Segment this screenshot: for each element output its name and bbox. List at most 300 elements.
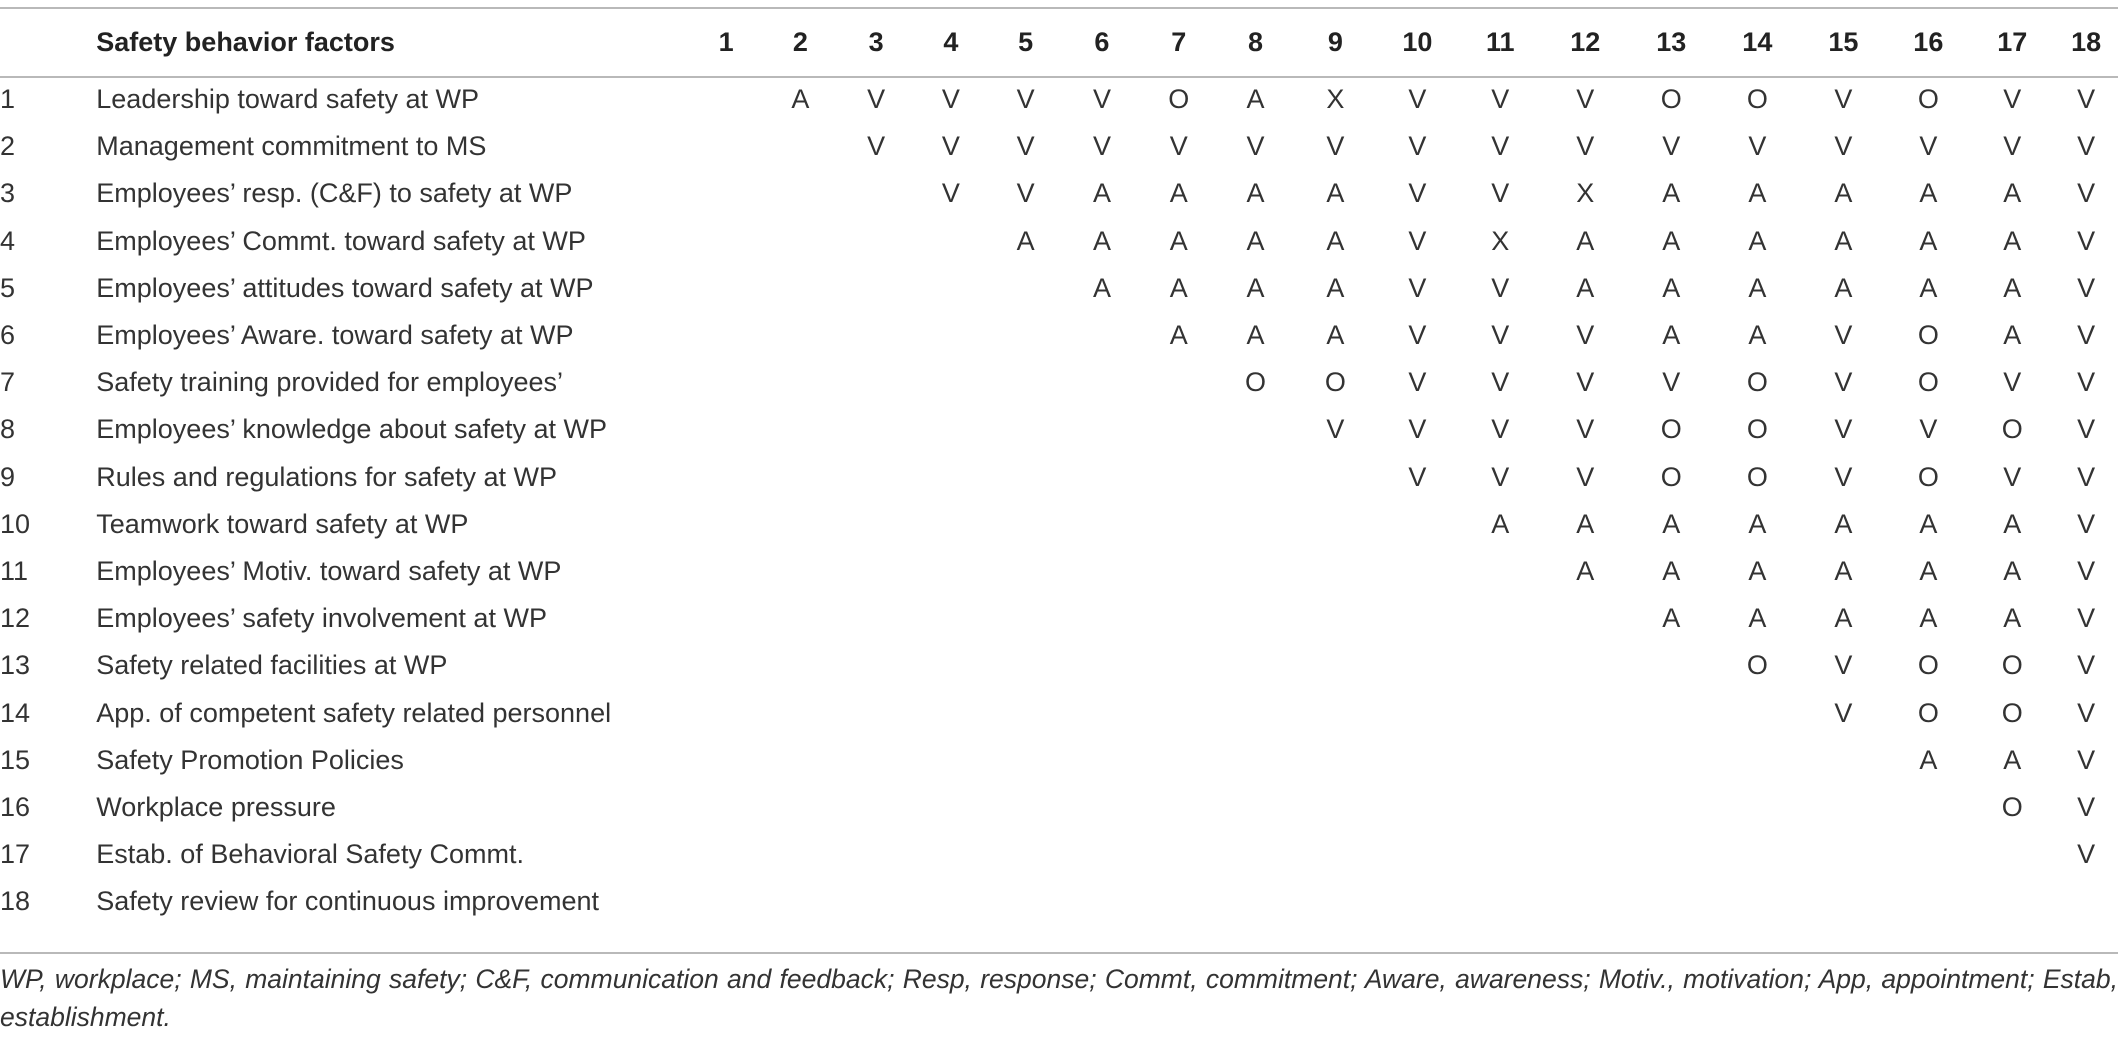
matrix-cell (839, 406, 914, 453)
matrix-cell (1141, 831, 1217, 878)
matrix-cell (988, 359, 1063, 406)
matrix-cell (1294, 878, 1376, 925)
matrix-cell (1063, 642, 1141, 689)
matrix-cell: V (1491, 320, 1510, 351)
matrix-cell: O (1917, 697, 1939, 728)
row-index: 15 (0, 744, 31, 775)
row-index: 1 (0, 84, 16, 115)
matrix-cell (839, 737, 914, 784)
table-row (0, 501, 2118, 548)
matrix-cell: V (1834, 414, 1853, 445)
matrix-cell (1141, 642, 1217, 689)
matrix-cell: V (1491, 461, 1510, 492)
matrix-cell: A (1326, 178, 1345, 209)
matrix-cell (1542, 595, 1628, 642)
table-row (0, 218, 2118, 265)
matrix-cell (1294, 454, 1376, 501)
matrix-cell: V (1491, 414, 1510, 445)
row-factor-name: Employees’ knowledge about safety at WP (96, 414, 608, 445)
matrix-cell (1714, 878, 1800, 925)
row-factor-name: Safety review for continuous improvement (96, 886, 599, 917)
matrix-cell (839, 548, 914, 595)
matrix-cell: A (1246, 84, 1265, 115)
matrix-cell: V (1408, 414, 1427, 445)
matrix-cell: O (1917, 461, 1939, 492)
row-index: 12 (0, 603, 31, 634)
matrix-cell (839, 454, 914, 501)
matrix-cell: V (1919, 414, 1938, 445)
row-factor-name: Safety Promotion Policies (96, 744, 404, 775)
matrix-cell: A (2003, 744, 2022, 775)
matrix-cell: A (1834, 178, 1853, 209)
matrix-cell (762, 170, 839, 217)
matrix-cell: V (2077, 744, 2096, 775)
matrix-cell: O (2001, 697, 2023, 728)
matrix-cell (762, 501, 839, 548)
table-row (0, 831, 2118, 878)
table-row (0, 878, 2118, 925)
matrix-cell: V (2077, 320, 2096, 351)
matrix-cell (1376, 878, 1458, 925)
matrix-cell (988, 501, 1063, 548)
column-header: 18 (2071, 27, 2102, 57)
matrix-cell (1458, 878, 1542, 925)
matrix-cell (1376, 642, 1458, 689)
matrix-cell (1970, 831, 2054, 878)
matrix-cell: O (2001, 791, 2023, 822)
matrix-cell (690, 454, 762, 501)
row-factor-name: Rules and regulations for safety at WP (96, 461, 557, 492)
matrix-cell: V (1408, 225, 1427, 256)
row-factor-name: Management commitment to MS (96, 131, 487, 162)
matrix-cell (762, 312, 839, 359)
matrix-cell (762, 689, 839, 736)
matrix-cell: V (2003, 367, 2022, 398)
matrix-cell (988, 454, 1063, 501)
matrix-cell (1800, 831, 1886, 878)
matrix-cell: V (1748, 131, 1767, 162)
matrix-cell: V (2077, 555, 2096, 586)
matrix-cell (1714, 737, 1800, 784)
matrix-cell: A (2003, 178, 2022, 209)
matrix-cell: O (1746, 414, 1768, 445)
matrix-cell (762, 878, 839, 925)
matrix-cell (988, 642, 1063, 689)
matrix-cell (1217, 831, 1295, 878)
ism-matrix-table (0, 9, 2118, 925)
matrix-cell: A (2003, 603, 2022, 634)
matrix-cell (1063, 689, 1141, 736)
matrix-cell: A (1748, 178, 1767, 209)
table-row (0, 737, 2118, 784)
matrix-cell: V (1326, 414, 1345, 445)
matrix-cell (1063, 406, 1141, 453)
matrix-cell (914, 548, 989, 595)
matrix-cell: X (1326, 84, 1345, 115)
matrix-cell: V (1016, 84, 1035, 115)
matrix-cell (690, 312, 762, 359)
matrix-cell (914, 831, 989, 878)
matrix-cell (762, 831, 839, 878)
matrix-cell (1458, 689, 1542, 736)
matrix-cell (1376, 548, 1458, 595)
matrix-cell: O (2001, 414, 2023, 445)
matrix-cell (1458, 831, 1542, 878)
matrix-cell (1628, 642, 1714, 689)
matrix-cell (1063, 595, 1141, 642)
matrix-cell: A (1748, 225, 1767, 256)
matrix-cell: V (1576, 84, 1595, 115)
matrix-cell (839, 265, 914, 312)
matrix-cell (1063, 831, 1141, 878)
matrix-cell (690, 689, 762, 736)
matrix-cell: V (1408, 461, 1427, 492)
matrix-cell (1063, 737, 1141, 784)
matrix-cell: A (1576, 272, 1595, 303)
column-header: 8 (1248, 27, 1264, 57)
matrix-cell: A (1834, 508, 1853, 539)
matrix-cell (1376, 595, 1458, 642)
column-header: 15 (1828, 27, 1859, 57)
matrix-cell (1376, 737, 1458, 784)
column-header: 3 (868, 27, 884, 57)
matrix-cell (1141, 737, 1217, 784)
matrix-cell: O (1746, 650, 1768, 681)
matrix-cell (839, 642, 914, 689)
matrix-cell (1217, 548, 1295, 595)
matrix-cell: V (2077, 508, 2096, 539)
matrix-cell: A (1016, 225, 1035, 256)
row-factor-name: Employees’ safety involvement at WP (96, 603, 547, 634)
matrix-cell (762, 359, 839, 406)
row-index: 18 (0, 886, 31, 917)
matrix-cell: V (1326, 131, 1345, 162)
matrix-cell (690, 76, 762, 123)
matrix-cell (690, 878, 762, 925)
matrix-cell (1063, 359, 1141, 406)
row-index: 8 (0, 414, 16, 445)
matrix-cell: A (1662, 603, 1681, 634)
matrix-cell (839, 312, 914, 359)
matrix-cell: A (1092, 272, 1111, 303)
matrix-cell: V (1491, 131, 1510, 162)
matrix-cell (1714, 784, 1800, 831)
matrix-cell (690, 218, 762, 265)
matrix-cell: V (1662, 367, 1681, 398)
column-header: 7 (1171, 27, 1187, 57)
matrix-cell (839, 359, 914, 406)
matrix-cell (914, 406, 989, 453)
matrix-cell: V (2003, 461, 2022, 492)
matrix-cell: V (2077, 225, 2096, 256)
matrix-cell (2054, 878, 2118, 925)
matrix-cell: A (1662, 508, 1681, 539)
column-header: 12 (1570, 27, 1601, 57)
matrix-cell: A (1919, 272, 1938, 303)
matrix-cell: O (1917, 320, 1939, 351)
matrix-cell: V (2077, 272, 2096, 303)
matrix-cell: A (1748, 272, 1767, 303)
matrix-cell (1800, 737, 1886, 784)
matrix-cell (914, 595, 989, 642)
row-index: 2 (0, 131, 16, 162)
matrix-cell: V (941, 84, 960, 115)
matrix-cell: A (1326, 225, 1345, 256)
matrix-cell: O (1746, 84, 1768, 115)
header-factor-label: Safety behavior factors (96, 27, 395, 57)
matrix-cell (1063, 454, 1141, 501)
matrix-cell (1217, 784, 1295, 831)
matrix-cell (1294, 689, 1376, 736)
row-factor-name: Safety training provided for employees’ (96, 367, 564, 398)
matrix-cell (914, 312, 989, 359)
column-header: 4 (943, 27, 959, 57)
bottom-rule (0, 952, 2118, 954)
matrix-cell (1458, 642, 1542, 689)
matrix-cell (1294, 501, 1376, 548)
table-row (0, 265, 2118, 312)
matrix-cell (839, 501, 914, 548)
matrix-cell (1063, 878, 1141, 925)
matrix-cell (1141, 689, 1217, 736)
table-row (0, 642, 2118, 689)
row-index: 7 (0, 367, 16, 398)
matrix-cell (1886, 784, 1970, 831)
matrix-cell (762, 406, 839, 453)
matrix-cell (690, 737, 762, 784)
matrix-cell (762, 595, 839, 642)
matrix-cell (1217, 501, 1295, 548)
row-factor-name: Employees’ Commt. toward safety at WP (96, 225, 586, 256)
matrix-cell: V (2077, 84, 2096, 115)
matrix-cell (762, 784, 839, 831)
row-factor-name: Employees’ attitudes toward safety at WP (96, 272, 594, 303)
column-header: 11 (1486, 27, 1515, 57)
matrix-cell (914, 642, 989, 689)
matrix-cell (1628, 878, 1714, 925)
matrix-cell: A (1919, 603, 1938, 634)
matrix-cell (988, 831, 1063, 878)
matrix-cell: V (1662, 131, 1681, 162)
row-factor-name: Estab. of Behavioral Safety Commt. (96, 839, 524, 870)
matrix-cell: A (1169, 320, 1188, 351)
matrix-cell: O (1324, 367, 1346, 398)
matrix-cell: V (2077, 367, 2096, 398)
matrix-cell: A (2003, 320, 2022, 351)
matrix-cell: O (1168, 84, 1190, 115)
column-header: 2 (792, 27, 808, 57)
matrix-cell: V (1092, 84, 1111, 115)
matrix-cell (839, 218, 914, 265)
column-header: 9 (1327, 27, 1343, 57)
matrix-cell: A (1662, 178, 1681, 209)
matrix-cell (914, 878, 989, 925)
matrix-cell (839, 878, 914, 925)
matrix-cell: V (941, 178, 960, 209)
matrix-cell (1217, 454, 1295, 501)
matrix-cell (1294, 595, 1376, 642)
matrix-cell: V (2077, 839, 2096, 870)
matrix-cell: V (2077, 178, 2096, 209)
column-header: 1 (718, 27, 734, 57)
matrix-cell (914, 265, 989, 312)
matrix-cell (1217, 595, 1295, 642)
matrix-cell (690, 595, 762, 642)
matrix-cell (690, 123, 762, 170)
matrix-cell: A (1919, 178, 1938, 209)
matrix-cell (1063, 312, 1141, 359)
matrix-cell (1886, 878, 1970, 925)
matrix-cell (762, 642, 839, 689)
matrix-cell (1063, 548, 1141, 595)
matrix-cell (690, 265, 762, 312)
matrix-cell: V (1576, 367, 1595, 398)
matrix-cell: A (1748, 508, 1767, 539)
matrix-cell (1217, 406, 1295, 453)
matrix-cell: V (2003, 131, 2022, 162)
matrix-cell: A (2003, 272, 2022, 303)
table-row (0, 548, 2118, 595)
row-factor-name: Employees’ Motiv. toward safety at WP (96, 555, 562, 586)
row-index: 5 (0, 272, 16, 303)
table-row (0, 454, 2118, 501)
matrix-cell: V (1491, 272, 1510, 303)
matrix-cell: V (1408, 178, 1427, 209)
matrix-cell (690, 642, 762, 689)
matrix-cell: A (1834, 603, 1853, 634)
matrix-cell (1376, 501, 1458, 548)
matrix-cell (988, 595, 1063, 642)
row-index: 4 (0, 225, 16, 256)
matrix-cell (762, 454, 839, 501)
matrix-cell: O (2001, 650, 2023, 681)
matrix-cell: V (1834, 84, 1853, 115)
header-row (0, 9, 2118, 76)
matrix-cell (1628, 831, 1714, 878)
matrix-cell: O (1746, 367, 1768, 398)
matrix-cell (839, 170, 914, 217)
matrix-cell: A (1246, 225, 1265, 256)
matrix-cell: V (2003, 84, 2022, 115)
matrix-cell (690, 548, 762, 595)
matrix-cell: A (2003, 555, 2022, 586)
matrix-cell: A (2003, 225, 2022, 256)
row-index: 13 (0, 650, 31, 681)
matrix-cell: A (1662, 272, 1681, 303)
matrix-cell: A (1169, 272, 1188, 303)
matrix-cell (914, 218, 989, 265)
matrix-cell (690, 406, 762, 453)
matrix-cell: A (1834, 555, 1853, 586)
row-factor-name: Leadership toward safety at WP (96, 84, 479, 115)
matrix-cell: V (2077, 414, 2096, 445)
matrix-cell: O (1660, 84, 1682, 115)
matrix-cell (1141, 454, 1217, 501)
matrix-cell: A (2003, 508, 2022, 539)
matrix-cell: A (1662, 320, 1681, 351)
row-index: 14 (0, 697, 31, 728)
matrix-cell (914, 359, 989, 406)
matrix-cell: A (1246, 178, 1265, 209)
matrix-cell (914, 784, 989, 831)
matrix-cell: A (1092, 225, 1111, 256)
matrix-cell (914, 689, 989, 736)
matrix-cell (988, 312, 1063, 359)
matrix-cell: V (941, 131, 960, 162)
matrix-cell (1970, 878, 2054, 925)
table-row (0, 689, 2118, 736)
matrix-cell: O (1917, 650, 1939, 681)
matrix-cell (690, 359, 762, 406)
row-index: 3 (0, 178, 16, 209)
matrix-cell: A (1748, 603, 1767, 634)
matrix-cell: V (1408, 131, 1427, 162)
table-row (0, 123, 2118, 170)
matrix-cell: A (1834, 272, 1853, 303)
matrix-cell: A (1919, 508, 1938, 539)
matrix-cell (1063, 784, 1141, 831)
matrix-cell (690, 784, 762, 831)
matrix-cell: V (1834, 697, 1853, 728)
matrix-cell: O (1917, 84, 1939, 115)
matrix-cell (1542, 737, 1628, 784)
matrix-cell (1063, 501, 1141, 548)
matrix-cell: A (1576, 225, 1595, 256)
matrix-cell (1542, 831, 1628, 878)
matrix-cell (1294, 784, 1376, 831)
matrix-cell (1376, 689, 1458, 736)
matrix-cell (1628, 737, 1714, 784)
matrix-cell: V (2077, 461, 2096, 492)
column-header: 14 (1742, 27, 1773, 57)
matrix-cell (988, 406, 1063, 453)
matrix-cell (839, 831, 914, 878)
matrix-cell (1628, 784, 1714, 831)
matrix-cell (1458, 737, 1542, 784)
matrix-cell: A (1246, 320, 1265, 351)
matrix-cell: V (1576, 131, 1595, 162)
table-row (0, 359, 2118, 406)
matrix-cell (839, 689, 914, 736)
matrix-cell (762, 265, 839, 312)
matrix-cell: X (1576, 178, 1595, 209)
matrix-cell (1714, 689, 1800, 736)
matrix-cell (1376, 784, 1458, 831)
row-factor-name: Workplace pressure (96, 791, 336, 822)
matrix-cell (1141, 406, 1217, 453)
table-row (0, 312, 2118, 359)
matrix-cell (839, 784, 914, 831)
matrix-cell: A (1919, 225, 1938, 256)
row-index: 6 (0, 320, 16, 351)
matrix-cell (762, 548, 839, 595)
column-header: 6 (1094, 27, 1110, 57)
matrix-cell: V (2077, 791, 2096, 822)
table-body (0, 76, 2118, 925)
matrix-cell (1458, 784, 1542, 831)
matrix-cell: A (1169, 178, 1188, 209)
matrix-cell (988, 265, 1063, 312)
matrix-cell: A (1491, 508, 1510, 539)
table-row (0, 784, 2118, 831)
matrix-cell (690, 501, 762, 548)
matrix-cell: V (1834, 367, 1853, 398)
column-header: 10 (1402, 27, 1433, 57)
matrix-cell: V (1576, 461, 1595, 492)
matrix-cell: V (2077, 603, 2096, 634)
matrix-cell (1458, 595, 1542, 642)
matrix-cell: V (1491, 178, 1510, 209)
